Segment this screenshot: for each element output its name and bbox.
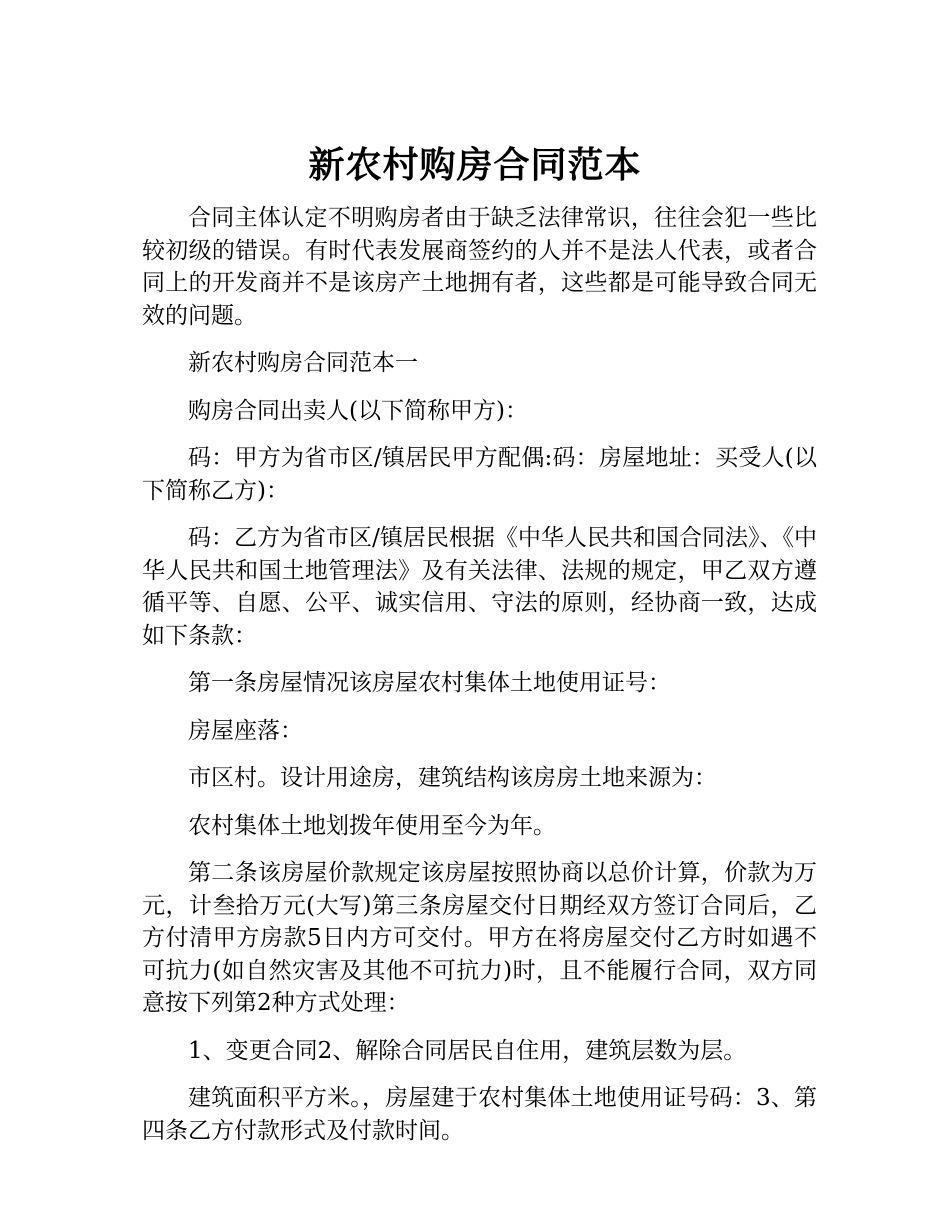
paragraph: 合同主体认定不明购房者由于缺乏法律常识，往往会犯一些比较初级的错误。有时代表发展商签约的人并不是法人代表，或者合同上的开发商并不是该房产土地拥有者，这些都是可能导致合同无效的问题。 bbox=[142, 205, 817, 329]
paragraph: 房屋座落： bbox=[188, 717, 303, 744]
paragraph: 码：甲方为省市区/镇居民甲方配偶:码：房屋地址：买受人(以下简称乙方)： bbox=[142, 445, 817, 504]
paragraph: 第二条该房屋价款规定该房屋按照协商以总价计算，价款为万元，计叁拾万元(大写)第三条房屋交付日期经双方签订合同后，乙方付清甲方房款5日内方可交付。甲方在将房屋交付乙方时如遇不可抗力(如自然灾害及其他不可抗力)时，且不能履行合同，双方同意按下列第2种方式处理： bbox=[142, 860, 817, 1016]
document-title: 新农村购房合同范本 bbox=[308, 145, 642, 187]
paragraph: 市区村。设计用途房，建筑结构该房房土地来源为： bbox=[188, 765, 717, 791]
paragraph: 码：乙方为省市区/镇居民根据《中华人民共和国合同法》、《中华人民共和国土地管理法》及有关法律、法规的规定，甲乙双方遵循平等、自愿、公平、诚实信用、守法的原则，经协商一致，达成如下条款： bbox=[142, 525, 817, 649]
paragraph: 农村集体土地划拨年使用至今为年。 bbox=[188, 812, 556, 839]
paragraph: 购房合同出卖人(以下简称甲方)： bbox=[188, 397, 528, 424]
paragraph: 建筑面积平方米。，房屋建于农村集体土地使用证号码：3、第四条乙方付款形式及付款时间。 bbox=[142, 1085, 817, 1144]
paragraph: 1、变更合同2、解除合同居民自住用，建筑层数为层。 bbox=[188, 1037, 747, 1064]
paragraph: 第一条房屋情况该房屋农村集体土地使用证号： bbox=[188, 670, 671, 696]
paragraph: 新农村购房合同范本一 bbox=[188, 350, 418, 376]
document-body bbox=[142, 202, 817, 1162]
